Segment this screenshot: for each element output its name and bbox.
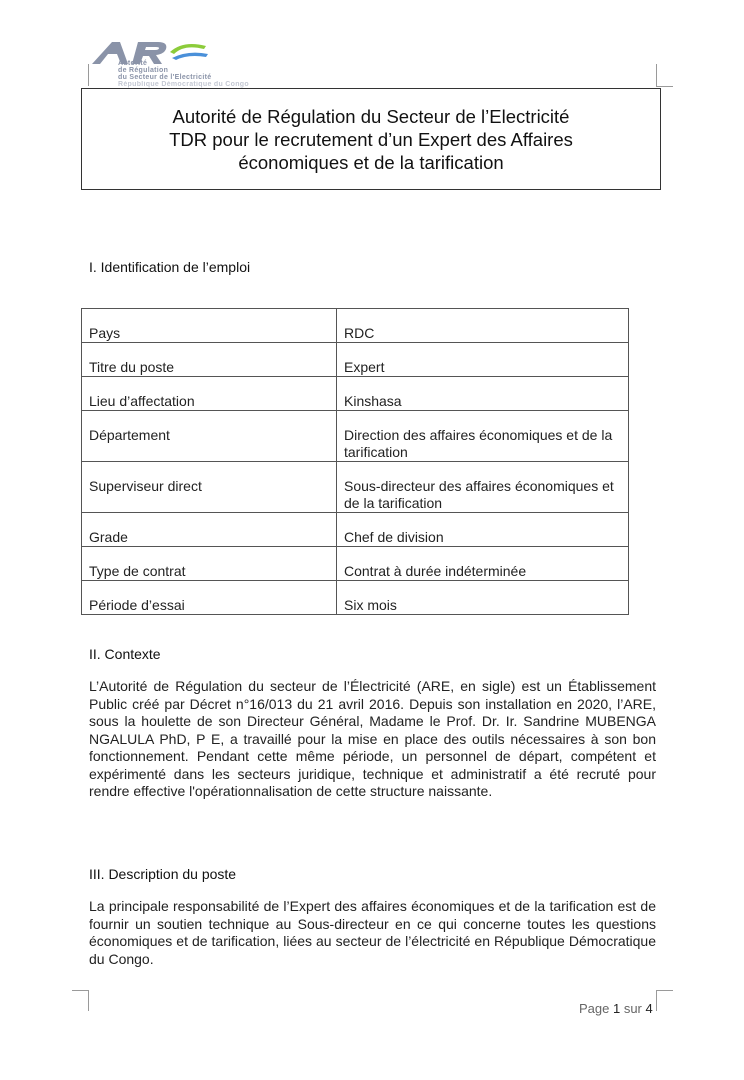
table-value: RDC bbox=[337, 309, 629, 343]
document-title-box bbox=[81, 88, 661, 190]
table-label: Lieu d’affectation bbox=[82, 377, 337, 411]
context-paragraph: L’Autorité de Régulation du secteur de l’Électricité (ARE, en sigle) est un Établissement Public créé par Décret n°16/013 du 21 avril 2016. Depuis son installation en 2020, l’ARE, sous la houlette de son Directeur Général, Madame le Prof. Dr. Ir. Sandrine MUBENGA NGALULA PhD, P E, a travaillé pour la mise en place des outils nécessaires à son bon fonctionnement. Pendant cette même période, un personnel de départ, compétent et expérimenté dans les secteurs juridique, technique et administratif a été recruté pour rendre effective l'opérationnalisation de cette structure naissante. bbox=[89, 678, 656, 799]
page-mid: sur bbox=[620, 1001, 646, 1016]
table-row bbox=[82, 377, 629, 411]
table-value: Chef de division bbox=[337, 513, 629, 547]
corner-mark-bottom-left bbox=[72, 990, 89, 1011]
page-current: 1 bbox=[612, 1001, 621, 1016]
logo-subtitle-line: Autorité bbox=[118, 60, 148, 67]
title-line: Autorité de Régulation du Secteur de l’Electricité bbox=[172, 105, 570, 127]
table-label: Période d’essai bbox=[82, 581, 337, 615]
table-label: Pays bbox=[82, 309, 337, 343]
table-label: Département bbox=[82, 411, 337, 462]
table-value: Contrat à durée indéterminée bbox=[337, 547, 629, 581]
logo-subtitle-line: de Régulation bbox=[118, 67, 169, 74]
table-row bbox=[82, 309, 629, 343]
table-row bbox=[82, 462, 629, 513]
job-description-paragraph: La principale responsabilité de l’Expert des affaires économiques et de la tarification est de fournir un soutien technique au Sous-directeur en ce qui concerne toutes les questions économiques et de tarification, liées au secteur de l’électricité en République Démocratique du Congo. bbox=[89, 898, 656, 967]
logo-subtitle-line: République Démocratique du Congo bbox=[118, 81, 249, 88]
table-value: Expert bbox=[337, 343, 629, 377]
are-logo bbox=[88, 38, 298, 86]
page-prefix: Page bbox=[579, 1001, 613, 1016]
table-label: Superviseur direct bbox=[82, 462, 337, 513]
logo-subtitle-line: du Secteur de l'Electricité bbox=[118, 74, 212, 81]
table-row bbox=[82, 547, 629, 581]
page-number bbox=[579, 1001, 653, 1016]
table-row bbox=[82, 343, 629, 377]
page-total: 4 bbox=[645, 1001, 653, 1016]
table-row bbox=[82, 411, 629, 462]
section-heading-job-description: III. Description du poste bbox=[89, 866, 237, 882]
corner-mark-top-right bbox=[656, 64, 673, 87]
section-heading-identification: I. Identification de l’emploi bbox=[89, 259, 251, 275]
table-row bbox=[82, 513, 629, 547]
corner-mark-bottom-right bbox=[656, 990, 673, 1011]
table-label: Grade bbox=[82, 513, 337, 547]
table-label: Titre du poste bbox=[82, 343, 337, 377]
table-label: Type de contrat bbox=[82, 547, 337, 581]
title-line: TDR pour le recrutement d’un Expert des Affaires bbox=[169, 128, 573, 150]
title-line: économiques et de la tarification bbox=[238, 151, 504, 173]
job-identification-table bbox=[81, 308, 629, 615]
table-value: Direction des affaires économiques et de la tarification bbox=[337, 411, 629, 462]
table-value: Kinshasa bbox=[337, 377, 629, 411]
table-value: Sous-directeur des affaires économiques et de la tarification bbox=[337, 462, 629, 513]
table-row bbox=[82, 581, 629, 615]
section-heading-context: II. Contexte bbox=[89, 646, 161, 662]
corner-mark-top-left bbox=[88, 64, 89, 86]
table-value: Six mois bbox=[337, 581, 629, 615]
